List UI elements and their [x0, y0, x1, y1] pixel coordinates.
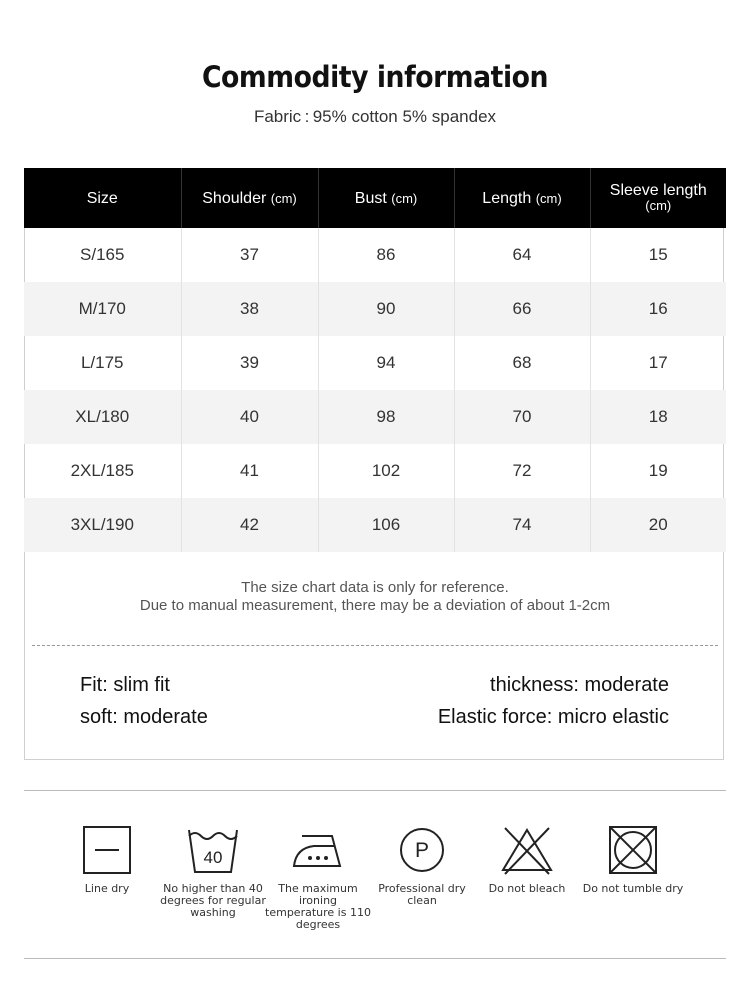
column-header-bust: Bust (cm) [318, 168, 454, 228]
care-no-bleach [472, 824, 582, 895]
length-cell: 68 [454, 336, 590, 390]
dashed-divider [32, 645, 718, 646]
fit-attribute: Fit: slim fit [80, 674, 170, 696]
sleeve-cell: 15 [648, 245, 668, 264]
bust-cell: 94 [318, 336, 454, 390]
length-cell: 72 [454, 444, 590, 498]
bust-cell: 98 [318, 390, 454, 444]
size-cell: XL/180 [24, 390, 181, 444]
care-no-tumble-dry [578, 824, 688, 895]
shoulder-cell: 42 [181, 498, 318, 552]
thickness-attribute: thickness: moderate [490, 674, 669, 696]
bust-cell: 90 [318, 282, 454, 336]
size-cell: L/175 [24, 336, 181, 390]
care-top-divider [24, 790, 726, 791]
sleeve-cell: 19 [648, 461, 668, 480]
deviation-note: Due to manual measurement, there may be a deviation of about 1-2cm [139, 597, 611, 614]
shoulder-cell: 40 [181, 390, 318, 444]
reference-note: The size chart data is only for reference. [241, 579, 509, 596]
size-cell: 3XL/190 [24, 498, 181, 552]
bust-cell: 102 [318, 444, 454, 498]
column-header-shoulder: Shoulder (cm) [181, 168, 318, 228]
iron-icon [288, 824, 348, 876]
length-cell: 66 [454, 282, 590, 336]
wash-40-icon [183, 824, 243, 876]
size-cell: M/170 [24, 282, 181, 336]
shoulder-cell: 41 [181, 444, 318, 498]
care-line-dry [52, 824, 162, 895]
page-title: Commodity information [201, 60, 549, 94]
table-row [24, 336, 726, 390]
shoulder-cell: 39 [181, 336, 318, 390]
care-label: Line dry [84, 882, 130, 895]
shoulder-cell: 38 [181, 282, 318, 336]
table-row [24, 228, 726, 282]
size-cell: S/165 [24, 228, 181, 282]
sleeve-cell: 17 [648, 353, 668, 372]
svg-text:P: P [414, 839, 430, 862]
fabric-info: Fabric : 95% cotton 5% spandex [253, 107, 497, 126]
size-cell: 2XL/185 [24, 444, 181, 498]
care-label: No higher than 40 degrees for regular washing [160, 882, 266, 919]
care-bottom-divider [24, 958, 726, 959]
length-cell: 64 [454, 228, 590, 282]
care-label: Do not bleach [488, 882, 566, 895]
care-label: Do not tumble dry [582, 882, 684, 895]
table-row [24, 282, 726, 336]
line-dry-icon [77, 824, 137, 876]
no-tumble-dry-icon [603, 824, 663, 876]
sleeve-cell: 18 [590, 390, 726, 444]
shoulder-cell: 37 [181, 228, 318, 282]
size-table [24, 168, 726, 552]
care-wash-40 [158, 824, 268, 919]
dry-clean-p-icon [392, 824, 452, 876]
table-row [24, 390, 726, 444]
table-header-row [24, 168, 726, 228]
care-dry-clean [367, 824, 477, 907]
column-header-length: Length (cm) [454, 168, 590, 228]
bust-cell: 106 [318, 498, 454, 552]
length-cell: 74 [454, 498, 590, 552]
column-header-size: Size [24, 168, 181, 228]
elasticity-attribute: Elastic force: micro elastic [437, 706, 669, 728]
care-label: The maximum ironing temperature is 110 degrees [265, 882, 371, 931]
no-bleach-icon [497, 824, 557, 876]
care-label: Professional dry clean [378, 882, 466, 907]
sleeve-cell: 20 [590, 498, 726, 552]
softness-attribute: soft: moderate [80, 706, 208, 728]
sleeve-cell: 16 [590, 282, 726, 336]
column-header-sleeve-length: Sleeve length (cm) [590, 168, 726, 228]
length-cell: 70 [454, 390, 590, 444]
care-iron [263, 824, 373, 931]
table-row [24, 444, 726, 498]
table-row [24, 498, 726, 552]
bust-cell: 86 [318, 228, 454, 282]
svg-text:40: 40 [203, 848, 223, 867]
